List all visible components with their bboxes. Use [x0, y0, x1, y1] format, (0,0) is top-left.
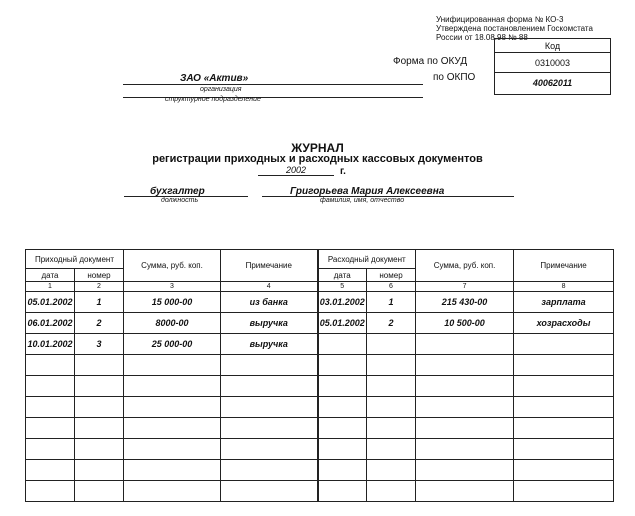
outgoing-date-cell: 03.01.2002 [318, 292, 367, 313]
codes-box [494, 38, 611, 95]
outgoing-sum-cell [416, 355, 514, 376]
column-number: 7 [416, 282, 514, 292]
incoming-number-cell: 2 [75, 313, 124, 334]
table-row [26, 439, 614, 460]
incoming-sum-cell: 25 000-00 [124, 334, 221, 355]
approval-line: Унифицированная форма № КО-3 [436, 15, 564, 24]
outgoing-number-cell [367, 481, 416, 502]
table-row [26, 481, 614, 502]
incoming-note-cell [221, 397, 318, 418]
table-row [26, 313, 614, 334]
incoming-date-cell [26, 376, 75, 397]
outgoing-note-cell [514, 481, 614, 502]
outgoing-number-cell [367, 334, 416, 355]
position-value: бухгалтер [150, 186, 205, 197]
incoming-number-cell [75, 397, 124, 418]
incoming-number-cell [75, 376, 124, 397]
outgoing-date-cell [318, 334, 367, 355]
journal-rows [26, 292, 614, 502]
organization-caption: организация [200, 86, 242, 93]
incoming-date-cell [26, 418, 75, 439]
incoming-number-cell: 1 [75, 292, 124, 313]
outgoing-number-cell [367, 397, 416, 418]
incoming-date-header: дата [26, 269, 75, 282]
document-title: ЖУРНАЛ [291, 141, 344, 155]
journal-year: 2002 [285, 165, 307, 175]
year-suffix: г. [340, 166, 346, 177]
incoming-sum-header: Сумма, руб. коп. [124, 250, 221, 282]
outgoing-number-cell [367, 460, 416, 481]
incoming-header: Приходный документ [26, 250, 124, 269]
incoming-note-cell: из банка [221, 292, 318, 313]
outgoing-sum-cell [416, 397, 514, 418]
outgoing-date-cell [318, 397, 367, 418]
incoming-sum-cell [124, 418, 221, 439]
column-number: 1 [26, 282, 75, 292]
incoming-number-header: номер [75, 269, 124, 282]
outgoing-sum-cell [416, 334, 514, 355]
incoming-note-cell [221, 418, 318, 439]
incoming-date-cell [26, 355, 75, 376]
outgoing-sum-cell [416, 439, 514, 460]
organization-name: ЗАО «Актив» [180, 73, 249, 84]
incoming-date-cell [26, 481, 75, 502]
outgoing-date-cell [318, 418, 367, 439]
outgoing-date-cell: 05.01.2002 [318, 313, 367, 334]
incoming-number-cell: 3 [75, 334, 124, 355]
outgoing-date-cell [318, 355, 367, 376]
incoming-sum-cell [124, 460, 221, 481]
incoming-note-header: Примечание [221, 250, 318, 282]
year-underline [258, 175, 334, 176]
incoming-note-cell: выручка [221, 313, 318, 334]
outgoing-sum-cell [416, 460, 514, 481]
outgoing-number-header: номер [367, 269, 416, 282]
position-caption: должность [161, 197, 199, 204]
incoming-note-cell [221, 376, 318, 397]
document-subtitle: регистрации приходных и расходных кассовых документов [152, 153, 483, 165]
table-row [26, 460, 614, 481]
table-row [26, 334, 614, 355]
outgoing-sum-cell [416, 481, 514, 502]
incoming-note-cell [221, 481, 318, 502]
incoming-sum-cell: 15 000-00 [124, 292, 221, 313]
outgoing-note-cell [514, 460, 614, 481]
incoming-number-cell [75, 355, 124, 376]
table-row [26, 397, 614, 418]
outgoing-date-header: дата [318, 269, 367, 282]
full-name-caption: фамилия, имя, отчество [320, 197, 405, 204]
incoming-sum-cell [124, 481, 221, 502]
incoming-note-cell [221, 355, 318, 376]
department-caption: структурное подразделение [165, 96, 261, 103]
outgoing-note-cell [514, 334, 614, 355]
outgoing-sum-cell: 215 430-00 [416, 292, 514, 313]
incoming-number-cell [75, 418, 124, 439]
outgoing-sum-cell [416, 418, 514, 439]
table-row [26, 355, 614, 376]
approval-line: России от 18.08.98 № 88 [436, 33, 528, 42]
outgoing-sum-cell: 10 500-00 [416, 313, 514, 334]
incoming-number-cell [75, 460, 124, 481]
organization-underline [123, 84, 423, 85]
incoming-note-cell [221, 460, 318, 481]
journal-table [25, 249, 614, 502]
outgoing-number-cell [367, 355, 416, 376]
incoming-sum-cell [124, 376, 221, 397]
outgoing-date-cell [318, 376, 367, 397]
outgoing-note-cell [514, 418, 614, 439]
column-number: 6 [367, 282, 416, 292]
incoming-date-cell [26, 397, 75, 418]
outgoing-date-cell [318, 481, 367, 502]
outgoing-number-cell: 2 [367, 313, 416, 334]
column-number: 3 [124, 282, 221, 292]
okpo-label: по ОКПО [433, 72, 476, 83]
outgoing-note-cell: зарплата [514, 292, 614, 313]
column-number: 5 [318, 282, 367, 292]
outgoing-note-cell [514, 439, 614, 460]
column-number: 8 [514, 282, 614, 292]
outgoing-date-cell [318, 439, 367, 460]
okpo-code: 40062011 [532, 78, 573, 88]
incoming-date-cell: 06.01.2002 [26, 313, 75, 334]
incoming-number-cell [75, 439, 124, 460]
outgoing-note-cell [514, 376, 614, 397]
incoming-sum-cell [124, 439, 221, 460]
outgoing-number-cell [367, 376, 416, 397]
okud-label: Форма по ОКУД [393, 56, 468, 67]
outgoing-note-header: Примечание [514, 250, 614, 282]
outgoing-header: Расходный документ [318, 250, 416, 269]
table-row [26, 418, 614, 439]
incoming-number-cell [75, 481, 124, 502]
column-number: 4 [221, 282, 318, 292]
full-name-value: Григорьева Мария Алексеевна [290, 186, 445, 197]
outgoing-sum-header: Сумма, руб. коп. [416, 250, 514, 282]
okud-code: 0310003 [495, 53, 610, 73]
table-row [26, 292, 614, 313]
incoming-date-cell: 10.01.2002 [26, 334, 75, 355]
outgoing-number-cell [367, 418, 416, 439]
outgoing-sum-cell [416, 376, 514, 397]
incoming-date-cell: 05.01.2002 [26, 292, 75, 313]
incoming-note-cell: выручка [221, 334, 318, 355]
incoming-sum-cell [124, 355, 221, 376]
incoming-date-cell [26, 439, 75, 460]
outgoing-number-cell: 1 [367, 292, 416, 313]
code-header: Код [495, 39, 610, 53]
approval-line: Утверждена постановлением Госкомстата [436, 24, 593, 33]
column-number: 2 [75, 282, 124, 292]
outgoing-note-cell [514, 397, 614, 418]
incoming-sum-cell: 8000-00 [124, 313, 221, 334]
table-row [26, 376, 614, 397]
incoming-note-cell [221, 439, 318, 460]
outgoing-note-cell [514, 355, 614, 376]
outgoing-date-cell [318, 460, 367, 481]
incoming-sum-cell [124, 397, 221, 418]
incoming-date-cell [26, 460, 75, 481]
outgoing-number-cell [367, 439, 416, 460]
outgoing-note-cell: хозрасходы [514, 313, 614, 334]
